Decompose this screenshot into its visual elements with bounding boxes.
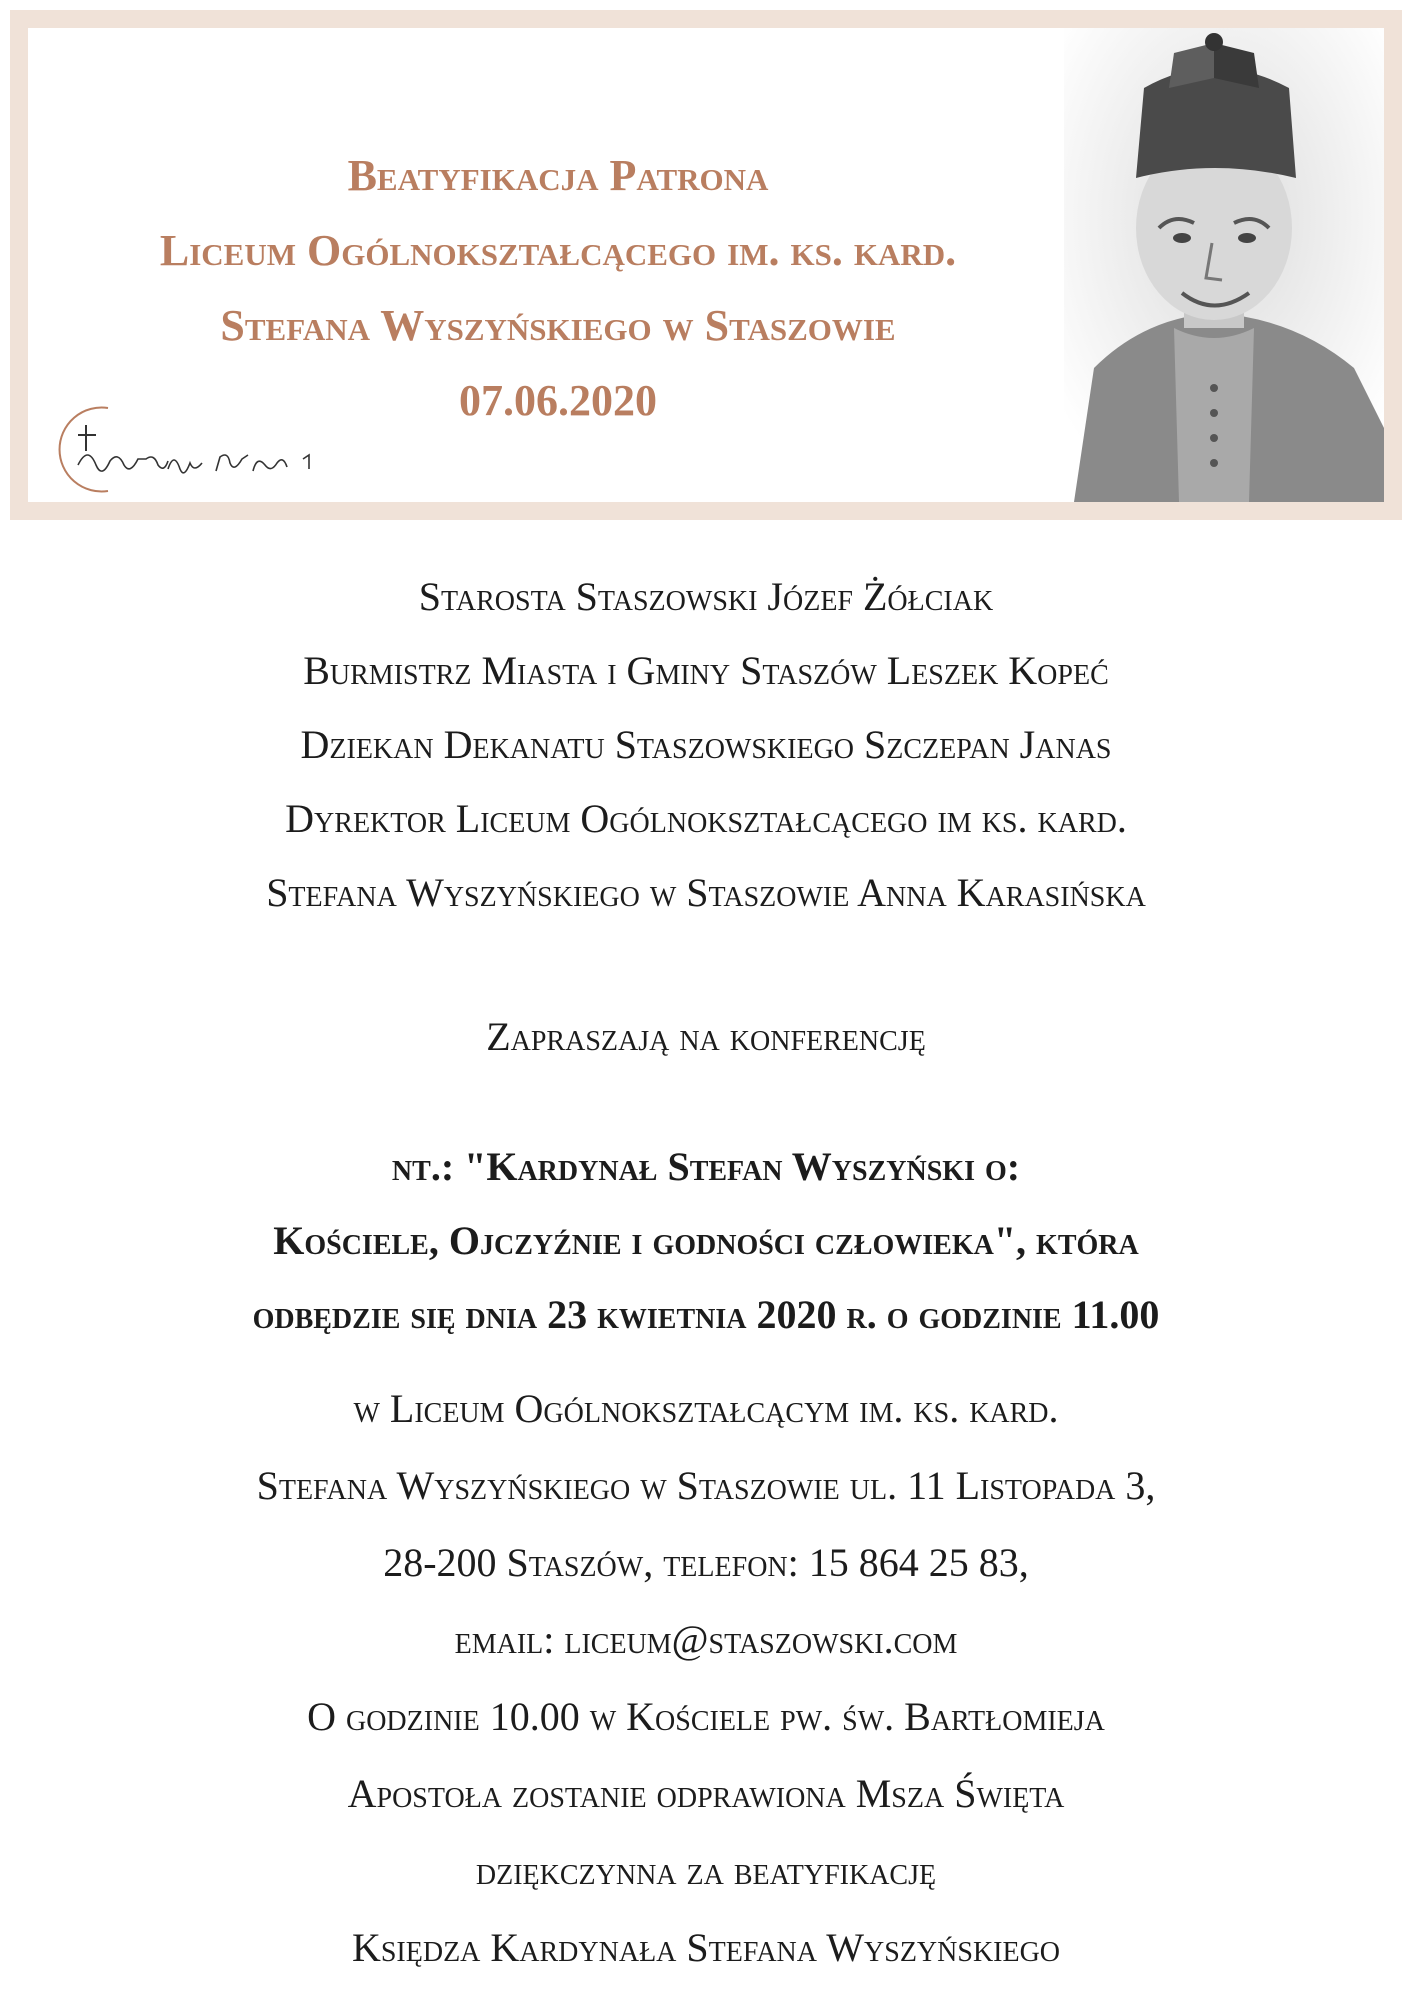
venue-line: dziękczynna za beatyfikację xyxy=(475,1848,937,1893)
venue-line: Stefana Wyszyńskiego w Staszowie ul. 11 Listopada 3, xyxy=(256,1463,1156,1508)
banner-title xyxy=(28,138,1088,438)
banner-date: 07.06.2020 xyxy=(459,376,657,425)
signature-image xyxy=(48,403,348,493)
topic-line: Kościele, Ojczyźnie i godności człowieka", która xyxy=(273,1218,1139,1263)
banner-title-line: Liceum Ogólnokształcącego im. ks. kard. xyxy=(159,226,957,275)
banner-title-line: Beatyfikacja Patrona xyxy=(347,151,769,200)
organizers-list xyxy=(0,560,1412,930)
organizer-line: Dziekan Dekanatu Staszowskiego Szczepan Janas xyxy=(300,722,1112,767)
header-banner xyxy=(10,10,1402,520)
banner-inner xyxy=(28,28,1384,502)
venue-line: 28-200 Staszów, telefon: 15 864 25 83, xyxy=(383,1540,1029,1585)
venue-details xyxy=(0,1370,1412,1986)
banner-title-line: Stefana Wyszyńskiego w Staszowie xyxy=(220,301,896,350)
venue-line: Apostoła zostanie odprawiona Msza Święta xyxy=(347,1771,1065,1816)
organizer-line: Burmistrz Miasta i Gminy Staszów Leszek Kopeć xyxy=(303,648,1109,693)
organizer-line: Starosta Staszowski Józef Żółciak xyxy=(418,574,994,619)
venue-line: O godzinie 10.00 w Kościele pw. św. Bartłomieja xyxy=(307,1694,1105,1739)
venue-line: w Liceum Ogólnokształcącym im. ks. kard. xyxy=(353,1386,1059,1431)
organizer-line: Stefana Wyszyńskiego w Staszowie Anna Karasińska xyxy=(266,870,1146,915)
organizer-line: Dyrektor Liceum Ogólnokształcącego im ks. kard. xyxy=(285,796,1127,841)
topic-line: nt.: "Kardynał Stefan Wyszyński o: xyxy=(391,1144,1021,1189)
cardinal-portrait-image xyxy=(1064,28,1384,502)
conference-topic xyxy=(0,1130,1412,1352)
email-line: email: liceum@staszowski.com xyxy=(454,1617,958,1662)
venue-line: Księdza Kardynała Stefana Wyszyńskiego xyxy=(351,1925,1061,1970)
topic-line: odbędzie się dnia 23 kwietnia 2020 r. o godzinie 11.00 xyxy=(252,1292,1160,1337)
invitation-text: Zapraszają na konferencję xyxy=(486,1014,926,1059)
